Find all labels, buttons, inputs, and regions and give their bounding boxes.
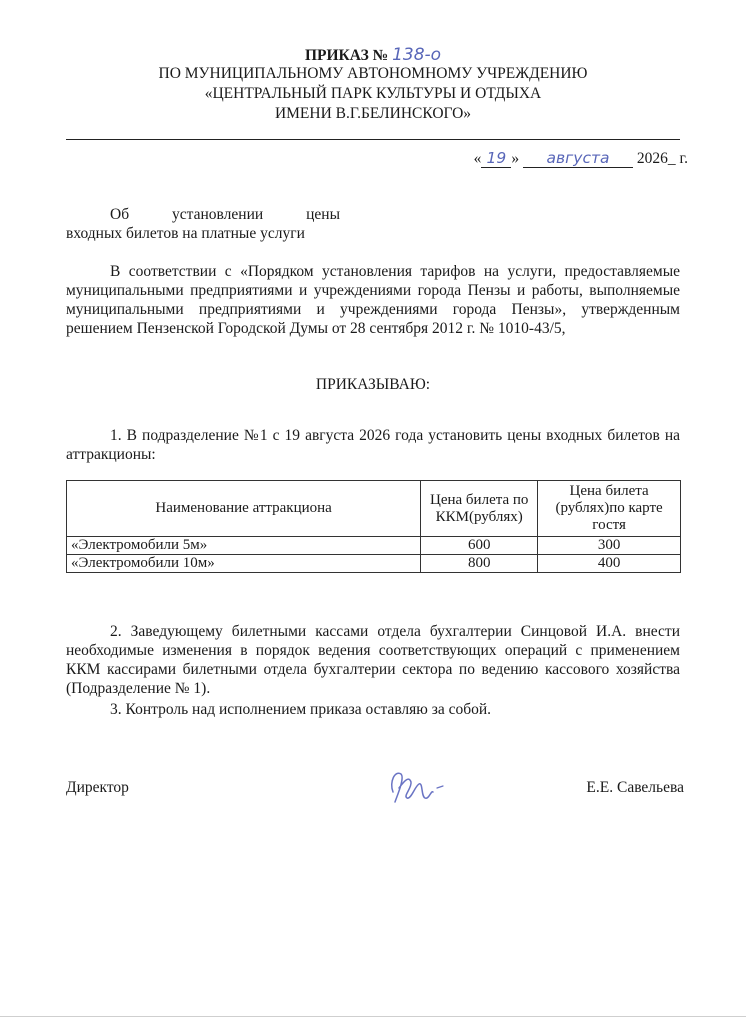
date-open-quote: « bbox=[473, 150, 482, 167]
table-header-row bbox=[67, 481, 681, 537]
header-price-card: Цена билета (рублях)по карте гостя bbox=[538, 481, 681, 537]
handwritten-signature bbox=[385, 762, 455, 815]
signature-name: Е.Е. Савельева bbox=[586, 779, 684, 796]
row-price-card: 300 bbox=[538, 537, 681, 555]
signature-position: Директор bbox=[66, 779, 129, 796]
header-attraction-name: Наименование аттракциона bbox=[67, 481, 421, 537]
subject-word-2: установлении bbox=[172, 206, 264, 223]
order-number-handwritten: 138-о bbox=[392, 45, 442, 65]
header-price-kkm: Цена билета по ККМ(рублях) bbox=[421, 481, 538, 537]
preamble-paragraph: В соответствии с «Порядком установления тарифов на услуги, предоставляемые муниципальными предприятиями и учреждениями города Пензы и работы, выполняемые муниципальными предприятиями и учреждениями города Пензы», утвержденным решением Пензенской Городской Думы от 28 сентября 2012 г. № 1010-43/5, bbox=[66, 263, 680, 337]
date-year-suffix: г. bbox=[679, 150, 688, 167]
date-month: августа bbox=[523, 149, 633, 168]
table-row bbox=[67, 555, 681, 573]
order-date bbox=[474, 149, 688, 168]
row-price-kkm: 600 bbox=[421, 537, 538, 555]
page-bottom-edge bbox=[0, 1016, 746, 1017]
date-close-quote: » bbox=[511, 150, 520, 167]
attractions-price-table bbox=[66, 480, 681, 573]
subject-word-1: Об bbox=[110, 206, 130, 223]
item-2-paragraph: 2. Заведующему билетными кассами отдела бухгалтерии Синцовой И.А. внести необходимые изменения в порядок ведения соответствующих операций с применением ККМ кассирами билетными отдела бухгалтерии сектора по ведению кассового хозяйства (Подразделение № 1). bbox=[66, 623, 680, 697]
item-3-paragraph: 3. Контроль над исполнением приказа оставляю за собой. bbox=[110, 701, 492, 718]
order-title-prefix: ПРИКАЗ № bbox=[304, 47, 389, 64]
order-title bbox=[60, 46, 686, 65]
date-day: 19 bbox=[481, 149, 511, 168]
row-attraction-name: «Электромобили 10м» bbox=[67, 555, 421, 573]
order-word: ПРИКАЗЫВАЮ: bbox=[315, 376, 431, 393]
item-1-paragraph: 1. В подразделение №1 с 19 августа 2026 года установить цены входных билетов на аттракционы: bbox=[66, 427, 680, 463]
subject-word-3: цены bbox=[306, 206, 340, 223]
row-price-card: 400 bbox=[538, 555, 681, 573]
order-subject bbox=[66, 205, 366, 243]
subject-line-2: входных билетов на платные услуги bbox=[66, 225, 305, 242]
date-year: 2026_ bbox=[636, 150, 676, 167]
org-line-1: ПО МУНИЦИПАЛЬНОМУ АВТОНОМНОМУ УЧРЕЖДЕНИЮ bbox=[158, 65, 588, 82]
org-line-3: ИМЕНИ В.Г.БЕЛИНСКОГО» bbox=[274, 105, 472, 122]
table-row bbox=[67, 537, 681, 555]
org-line-2: «ЦЕНТРАЛЬНЫЙ ПАРК КУЛЬТУРЫ И ОТДЫХА bbox=[204, 85, 542, 102]
header-divider bbox=[66, 139, 680, 140]
row-attraction-name: «Электромобили 5м» bbox=[67, 537, 421, 555]
row-price-kkm: 800 bbox=[421, 555, 538, 573]
